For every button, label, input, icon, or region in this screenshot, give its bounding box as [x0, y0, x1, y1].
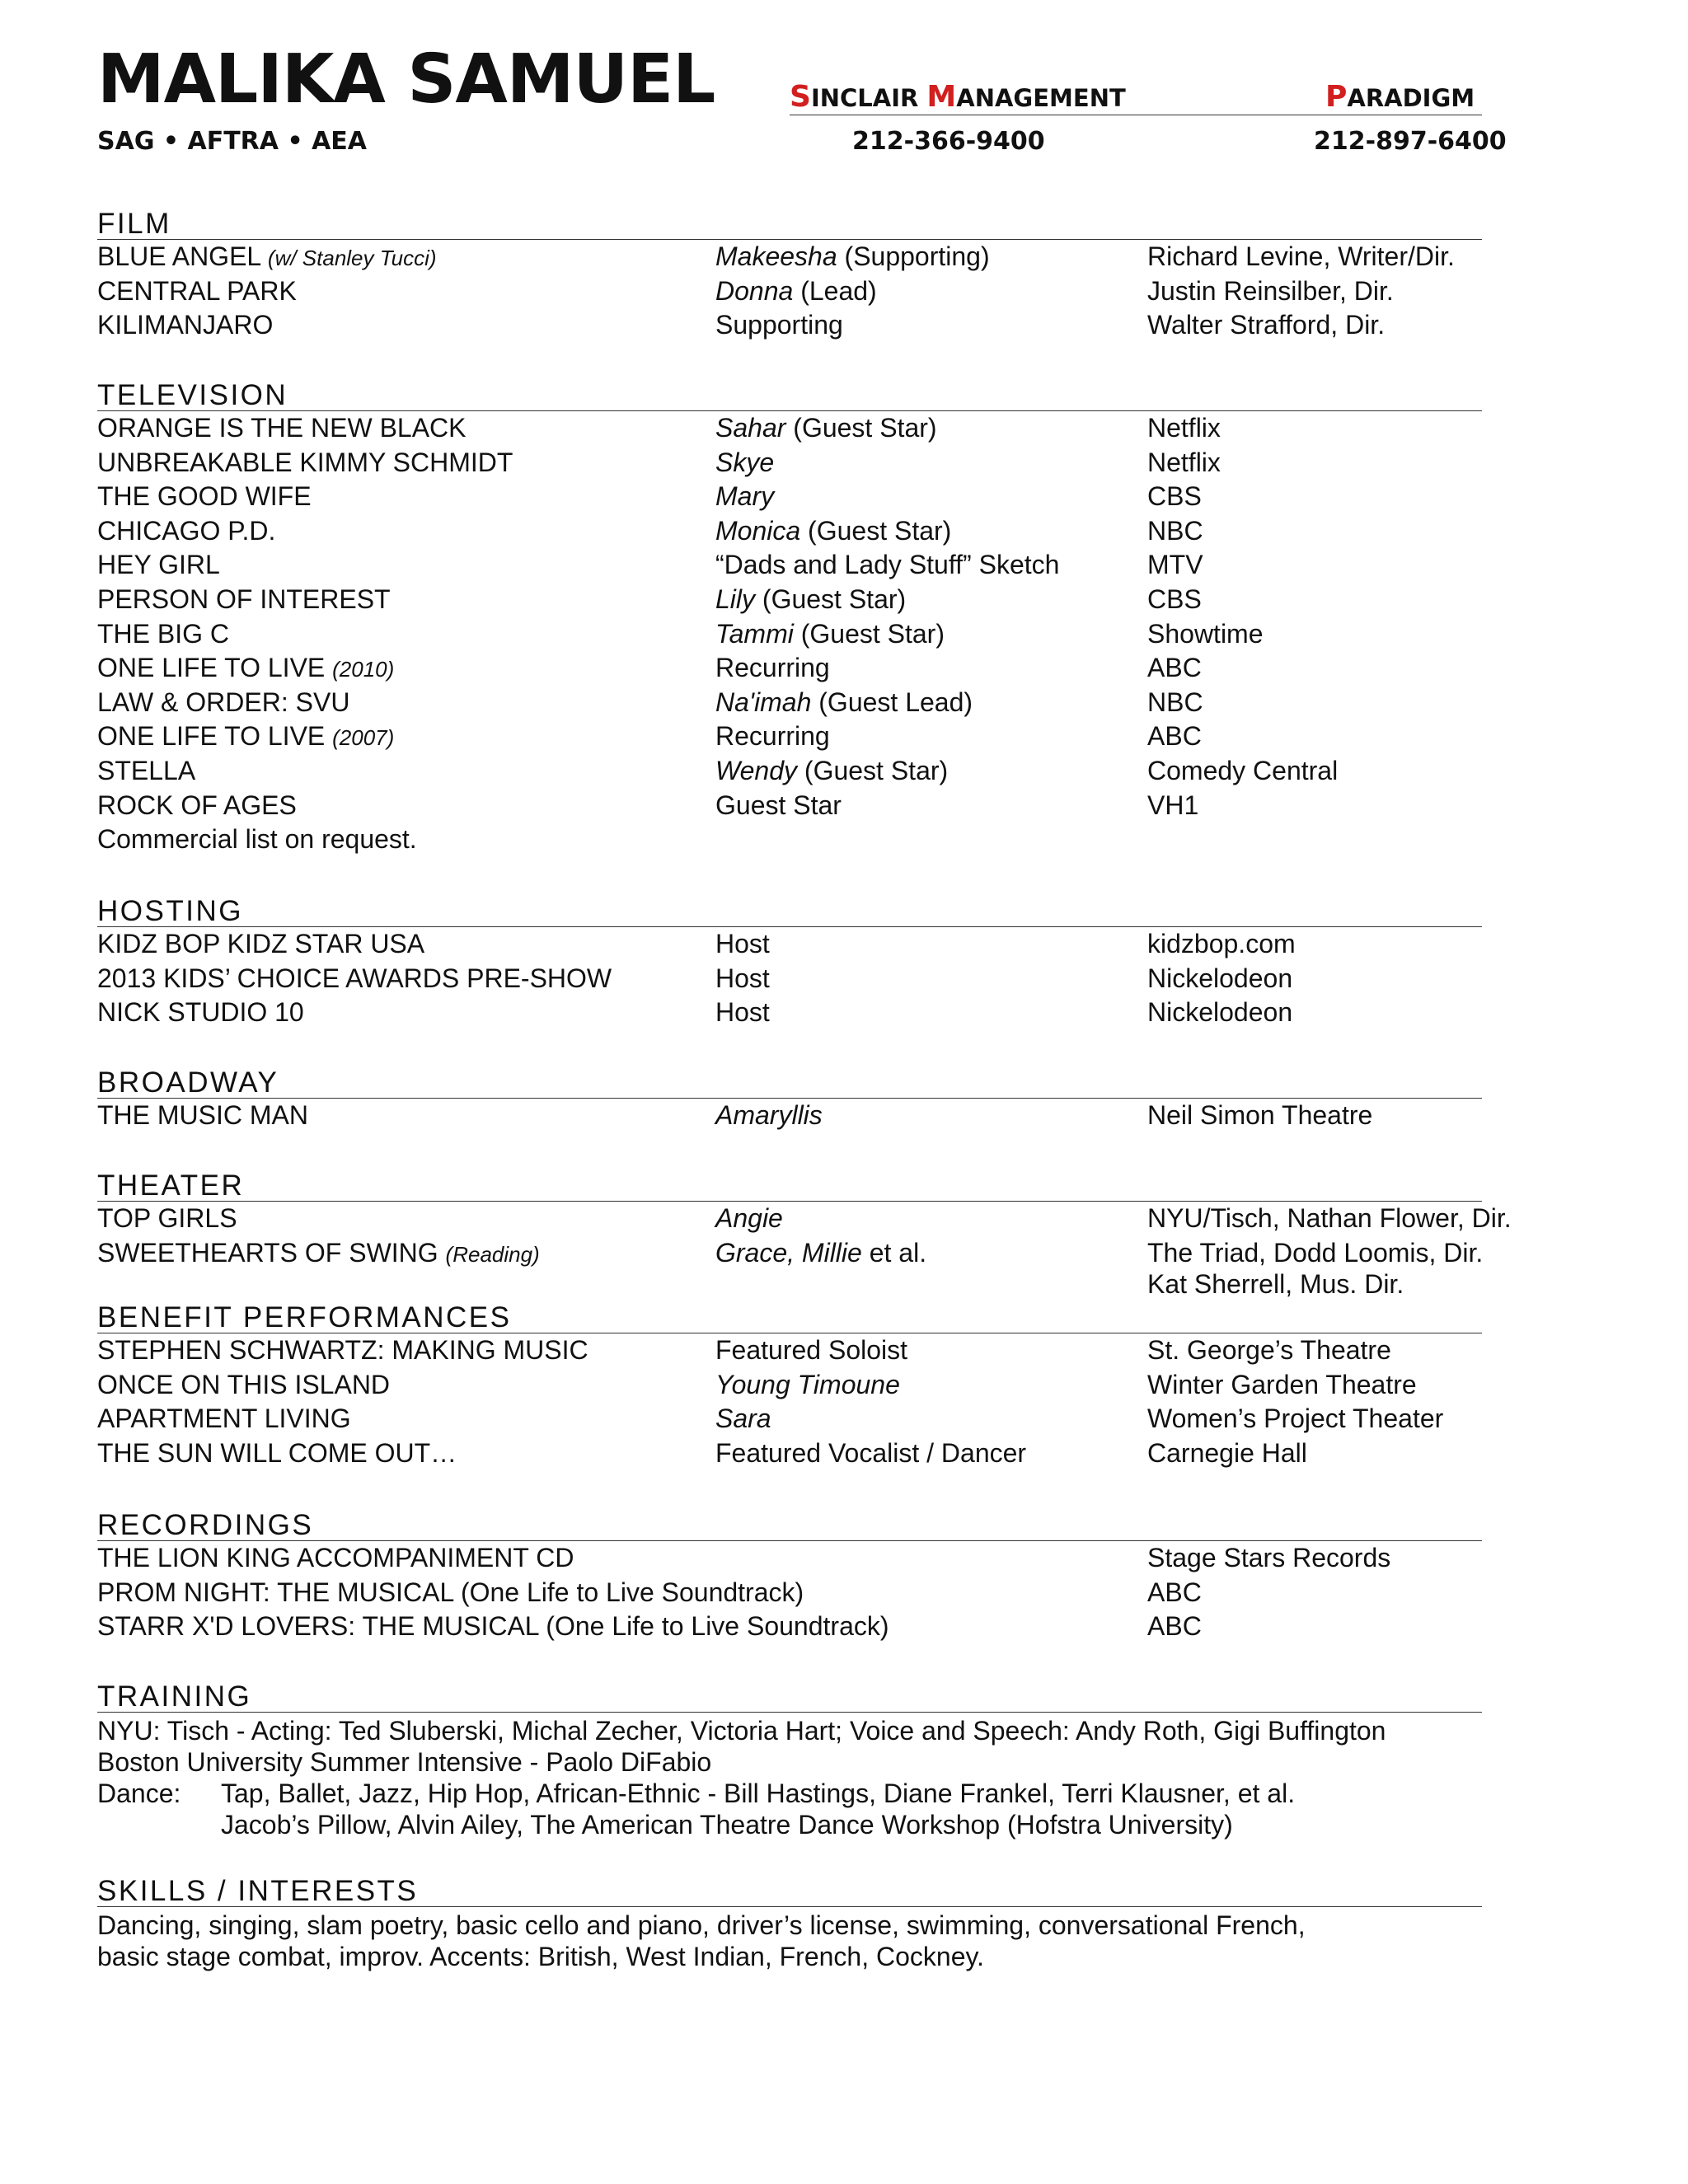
credit-project	[97, 480, 312, 514]
role-detail: (Guest Star)	[785, 413, 937, 443]
credit-row	[97, 1202, 1512, 1236]
agency-initial: P	[1325, 80, 1348, 114]
credit-venue: Showtime	[1147, 618, 1264, 649]
credit-project	[97, 1541, 574, 1576]
credit-row	[97, 446, 1482, 480]
credit-project	[97, 719, 394, 756]
section-theater	[97, 1169, 1512, 1300]
role-detail: et al.	[861, 1237, 927, 1268]
credit-row	[97, 1436, 1482, 1471]
credit-role	[715, 1202, 783, 1236]
agency-text: ANAGEMENT	[956, 84, 1126, 112]
section-film	[97, 209, 1482, 343]
credit-row	[97, 789, 1482, 823]
section-footnote	[97, 823, 1482, 857]
project-title: KILIMANJARO	[97, 310, 274, 340]
project-title: THE LION KING ACCOMPANIMENT CD	[97, 1543, 574, 1572]
credit-role	[715, 308, 843, 343]
credit-project	[97, 927, 424, 962]
role-detail: Featured Soloist	[715, 1335, 908, 1365]
section-title: SKILLS / INTERESTS	[97, 1877, 1482, 1907]
credit-row	[97, 480, 1482, 514]
credit-role	[715, 411, 937, 446]
section-hosting	[97, 897, 1482, 1030]
credit-venue: St. George’s Theatre	[1147, 1335, 1391, 1365]
role-name: Young Timoune	[715, 1369, 900, 1399]
credit-venue: Neil Simon Theatre	[1147, 1100, 1373, 1130]
credit-venue: Walter Strafford, Dir.	[1147, 310, 1386, 340]
project-title: ORANGE IS THE NEW BLACK	[97, 413, 467, 443]
project-note: (2010)	[332, 657, 395, 682]
credit-row	[97, 1541, 1482, 1576]
credit-role	[715, 446, 774, 480]
credit-project	[97, 1202, 237, 1236]
section-title: BENEFIT PERFORMANCES	[97, 1303, 1482, 1333]
credit-role	[715, 240, 990, 274]
dance-text: Jacob’s Pillow, Alvin Ailey, The American Theatre Dance Workshop (Hofstra University)	[221, 1810, 1233, 1840]
section-title: BROADWAY	[97, 1068, 1482, 1099]
credit-role	[715, 1333, 907, 1368]
role-detail: Featured Vocalist / Dancer	[715, 1437, 1027, 1468]
credit-project	[97, 411, 467, 446]
section-television	[97, 381, 1482, 857]
role-name: Grace, Millie	[715, 1237, 862, 1268]
role-detail: (Guest Star)	[797, 755, 949, 785]
credit-role	[715, 719, 830, 754]
credit-venue: Kat Sherrell, Mus. Dir.	[1147, 1269, 1404, 1300]
project-title: THE MUSIC MAN	[97, 1100, 308, 1130]
project-title: ONE LIFE TO LIVE	[97, 653, 333, 683]
dance-text: Tap, Ballet, Jazz, Hip Hop, African-Ethnic - Bill Hastings, Diane Frankel, Terri Klausner, et al.	[221, 1779, 1296, 1808]
role-detail: (Guest Star)	[793, 618, 945, 649]
sinclair-phone: 212-366-9400	[852, 127, 1045, 156]
project-title: THE SUN WILL COME OUT…	[97, 1437, 457, 1468]
actor-name: MALIKA SAMUEL	[97, 40, 715, 119]
credit-project	[97, 446, 513, 480]
credit-row	[97, 1099, 1482, 1133]
role-name: Wendy	[715, 755, 798, 785]
credit-venue: NYU/Tisch, Nathan Flower, Dir.	[1147, 1203, 1512, 1233]
training-dance-row	[97, 1778, 1482, 1809]
role-name: Amaryllis	[715, 1100, 823, 1130]
agency-text: ARADIGM	[1347, 84, 1475, 112]
paradigm-phone: 212-897-6400	[1314, 127, 1507, 156]
credit-project	[97, 1436, 457, 1471]
credit-venue: kidzbop.com	[1147, 929, 1296, 958]
role-name: Monica	[715, 515, 801, 546]
credit-row	[97, 927, 1482, 962]
role-name: Sara	[715, 1404, 771, 1434]
role-detail: Guest Star	[715, 790, 842, 820]
credit-row	[97, 1402, 1482, 1436]
project-title: ONE LIFE TO LIVE	[97, 721, 333, 752]
role-name: Tammi	[715, 618, 794, 649]
credit-venue: ABC	[1147, 721, 1202, 752]
project-note: (w/ Stanley Tucci)	[267, 246, 437, 270]
section-benefit-performances	[97, 1303, 1482, 1470]
credit-role	[715, 996, 770, 1030]
credit-venue: NBC	[1147, 515, 1203, 546]
project-title: APARTMENT LIVING	[97, 1404, 351, 1434]
credit-project	[97, 754, 195, 789]
skills-line: basic stage combat, improv. Accents: British, West Indian, French, Cockney.	[97, 1942, 984, 1971]
project-title: STARR X'D LOVERS: THE MUSICAL (One Life to Live Soundtrack)	[97, 1611, 889, 1642]
section-title: RECORDINGS	[97, 1511, 1482, 1541]
credit-venue: Netflix	[1147, 447, 1221, 477]
credit-venue: CBS	[1147, 481, 1202, 512]
credit-role	[715, 1436, 1026, 1471]
credit-role	[715, 583, 906, 617]
project-title: THE BIG C	[97, 618, 230, 649]
project-title: KIDZ BOP KIDZ STAR USA	[97, 929, 425, 958]
credit-venue: VH1	[1147, 790, 1199, 820]
credit-row	[97, 617, 1482, 652]
agency-sinclair-management	[790, 82, 1126, 112]
credit-project	[97, 617, 229, 652]
credit-row	[97, 411, 1482, 446]
credit-role	[715, 274, 877, 309]
credit-row	[97, 548, 1482, 583]
credit-project	[97, 962, 612, 996]
credit-venue: ABC	[1147, 653, 1202, 683]
project-title: STELLA	[97, 755, 196, 785]
role-name: Sahar	[715, 413, 786, 443]
section-title: TELEVISION	[97, 381, 1482, 411]
project-title: ONCE ON THIS ISLAND	[97, 1369, 391, 1399]
project-title: CHICAGO P.D.	[97, 515, 276, 546]
credit-project	[97, 1333, 588, 1368]
credit-venue: ABC	[1147, 1577, 1202, 1607]
credit-project	[97, 1368, 390, 1403]
credit-venue: CBS	[1147, 583, 1202, 614]
credit-row	[97, 240, 1482, 274]
credit-venue: Stage Stars Records	[1147, 1543, 1391, 1572]
credit-venue: Richard Levine, Writer/Dir.	[1147, 241, 1455, 271]
project-title: UNBREAKABLE KIMMY SCHMIDT	[97, 447, 513, 477]
credit-project	[97, 1610, 889, 1644]
credit-role	[715, 1099, 823, 1133]
project-title: THE GOOD WIFE	[97, 481, 312, 512]
role-detail: Host	[715, 997, 770, 1028]
credit-venue: Women’s Project Theater	[1147, 1404, 1444, 1434]
project-title: BLUE ANGEL	[97, 241, 268, 271]
project-title: ROCK OF AGES	[97, 790, 297, 820]
project-title: TOP GIRLS	[97, 1203, 237, 1233]
project-title: PROM NIGHT: THE MUSICAL (One Life to Live Soundtrack)	[97, 1577, 804, 1607]
credit-role	[715, 754, 948, 789]
credit-project	[97, 548, 220, 583]
credit-role	[715, 686, 973, 720]
credit-row	[97, 754, 1482, 789]
role-detail: Host	[715, 929, 770, 958]
project-title: 2013 KIDS’ CHOICE AWARDS PRE-SHOW	[97, 963, 612, 993]
dance-label: Dance:	[97, 1779, 181, 1808]
role-name: Skye	[715, 447, 775, 477]
credit-row	[97, 1368, 1482, 1403]
skills-line: Dancing, singing, slam poetry, basic cello and piano, driver’s license, swimming, conversational French,	[97, 1910, 1306, 1940]
section-training	[97, 1682, 1482, 1840]
agency-initial: S	[790, 80, 811, 114]
credit-role	[715, 480, 774, 514]
training-line: NYU: Tisch - Acting: Ted Sluberski, Michal Zecher, Victoria Hart; Voice and Speech: Andy Roth, Gigi Buffington	[97, 1716, 1386, 1746]
project-title: PERSON OF INTEREST	[97, 583, 391, 614]
role-detail: Host	[715, 963, 770, 993]
credit-venue: Nickelodeon	[1147, 997, 1293, 1028]
credit-project	[97, 1576, 804, 1610]
role-name: Makeesha	[715, 241, 837, 271]
credit-row	[97, 514, 1482, 549]
credit-venue: Carnegie Hall	[1147, 1437, 1307, 1468]
credit-row	[97, 274, 1482, 309]
role-name: Lily	[715, 583, 756, 614]
credit-row	[97, 962, 1482, 996]
credit-role	[715, 1236, 926, 1271]
section-title: TRAINING	[97, 1682, 1482, 1713]
project-title: SWEETHEARTS OF SWING	[97, 1237, 446, 1268]
role-detail: Recurring	[715, 721, 830, 752]
credit-row	[97, 583, 1482, 617]
role-detail: Supporting	[715, 310, 843, 340]
credit-project	[97, 789, 297, 823]
credit-row	[97, 1333, 1482, 1368]
credit-role	[715, 514, 951, 549]
credit-venue: Netflix	[1147, 413, 1221, 443]
section-title: FILM	[97, 209, 1482, 240]
section-title: THEATER	[97, 1171, 1482, 1202]
credit-venue: Nickelodeon	[1147, 963, 1293, 993]
credit-project	[97, 274, 297, 309]
credit-row	[97, 308, 1482, 343]
credit-project	[97, 651, 394, 687]
credit-row	[97, 1576, 1482, 1610]
role-detail: (Guest Star)	[755, 583, 907, 614]
credit-venue: Winter Garden Theatre	[1147, 1369, 1417, 1399]
credit-venue: Justin Reinsilber, Dir.	[1147, 275, 1394, 306]
section-skills	[97, 1877, 1482, 1972]
role-name: Angie	[715, 1203, 783, 1233]
section-recordings	[97, 1511, 1482, 1644]
credit-row	[97, 686, 1482, 720]
credit-row	[97, 996, 1482, 1030]
role-detail: (Guest Lead)	[811, 687, 973, 717]
credit-role	[715, 1402, 771, 1436]
credit-project	[97, 1099, 308, 1133]
training-line: Boston University Summer Intensive - Paolo DiFabio	[97, 1747, 712, 1777]
credit-project	[97, 1236, 540, 1272]
agency-text: INCLAIR	[810, 84, 927, 112]
role-name: Mary	[715, 481, 775, 512]
project-note: (2007)	[332, 725, 395, 751]
credit-project	[97, 514, 275, 549]
credit-role	[715, 962, 770, 996]
project-title: CENTRAL PARK	[97, 275, 297, 306]
credit-row-continued	[97, 1270, 1482, 1298]
role-name: Donna	[715, 275, 794, 306]
credit-venue: MTV	[1147, 550, 1203, 580]
training-dance-row	[97, 1809, 1482, 1840]
credit-project	[97, 1402, 351, 1436]
agency-paradigm	[1325, 82, 1475, 112]
role-detail: Recurring	[715, 653, 830, 683]
project-title: STEPHEN SCHWARTZ: MAKING MUSIC	[97, 1335, 588, 1365]
credit-role	[715, 789, 842, 823]
section-title: HOSTING	[97, 897, 1482, 927]
credit-project	[97, 583, 391, 617]
credit-role	[715, 927, 770, 962]
section-broadway	[97, 1068, 1482, 1133]
credit-role	[715, 548, 1059, 583]
union-affiliations: SAG • AFTRA • AEA	[97, 127, 367, 156]
credit-row	[97, 719, 1482, 754]
credit-venue: ABC	[1147, 1611, 1202, 1642]
credit-venue: NBC	[1147, 687, 1203, 717]
credit-row	[97, 1610, 1482, 1644]
credit-project	[97, 996, 304, 1030]
role-name: Na'imah	[715, 687, 812, 717]
role-detail: (Supporting)	[837, 241, 990, 271]
credit-role	[715, 1368, 900, 1403]
credit-project	[97, 240, 437, 276]
credit-project	[97, 686, 349, 720]
footnote-text: Commercial list on request.	[97, 824, 417, 855]
project-title: NICK STUDIO 10	[97, 997, 304, 1028]
project-title: LAW & ORDER: SVU	[97, 687, 350, 717]
credit-row	[97, 651, 1482, 686]
project-note: (Reading)	[445, 1241, 540, 1267]
credit-row	[97, 1236, 1482, 1271]
role-detail: (Lead)	[793, 275, 877, 306]
credit-role	[715, 651, 830, 686]
agency-initial: M	[926, 80, 957, 114]
credit-venue: The Triad, Dodd Loomis, Dir.	[1147, 1237, 1484, 1268]
credit-role	[715, 617, 945, 652]
credit-project	[97, 308, 273, 343]
project-title: HEY GIRL	[97, 550, 220, 580]
credit-venue: Comedy Central	[1147, 755, 1339, 785]
role-detail: “Dads and Lady Stuff” Sketch	[715, 550, 1060, 580]
role-detail: (Guest Star)	[800, 515, 952, 546]
